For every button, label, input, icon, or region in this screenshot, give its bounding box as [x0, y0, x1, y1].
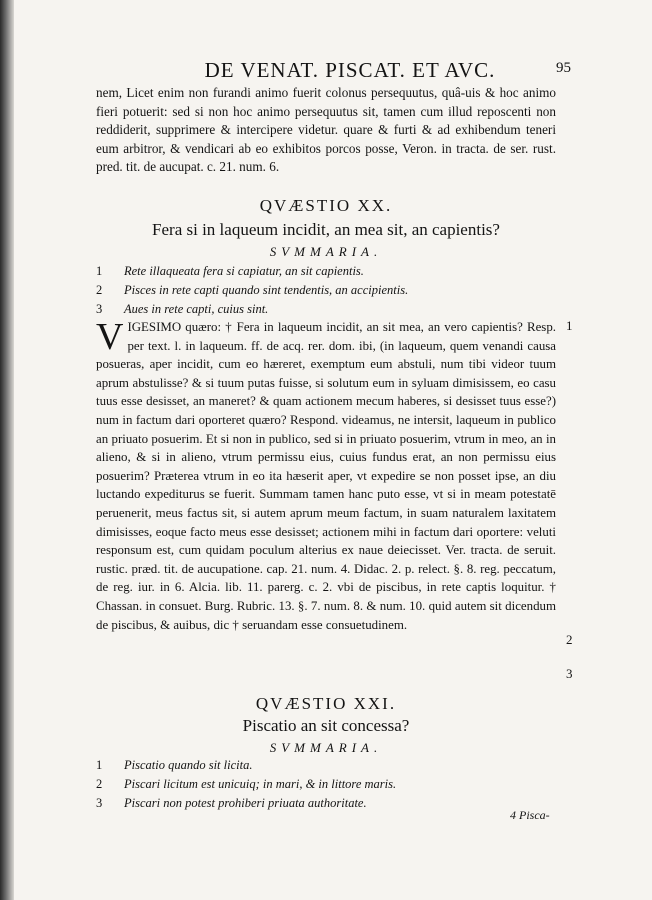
margin-note-3: 3 — [566, 666, 573, 681]
intro-paragraph-text: nem, Licet enim non furandi animo fuerit colonus persequutus, quâ-uis & hoc animo fieri potuerit: sed si non hoc animo persequutus sit, tamen cum illud reposcenti non reddiderit, supprimere & intercipere videtur. quare & furti & ad exhibendum teneri eum arbitror, & vendicari ab eo exhibitos porcos posse, Veron. in tracta. de ser. rust. pred. tit. de aucupat. c. 21. num. 6. — [96, 85, 556, 175]
summaria-number: 3 — [96, 796, 103, 810]
list-item — [96, 281, 516, 300]
question-20-summaria-list — [96, 262, 516, 319]
summaria-text: Aues in rete capti, cuius sint. — [124, 302, 269, 316]
list-item — [96, 756, 516, 775]
summaria-text: Piscari licitum est unicuiq; in mari, & in littore maris. — [124, 777, 397, 791]
drop-capital: V — [96, 316, 124, 358]
list-item — [96, 775, 516, 794]
list-item — [96, 794, 516, 813]
question-21-summaria-list — [96, 756, 516, 813]
question-20-heading: QVÆSTIO XX. — [259, 196, 393, 215]
list-item — [96, 300, 516, 319]
page-gutter-shadow — [0, 0, 14, 900]
page-number: 95 — [556, 60, 571, 76]
summaria-number: 1 — [96, 264, 103, 278]
summaria-text: Piscari non potest prohiberi priuata authoritate. — [124, 796, 367, 810]
running-title: DE VENAT. PISCAT. ET AVC. — [204, 58, 496, 82]
question-20-title: Fera si in laqueum incidit, an mea sit, an capientis? — [152, 220, 500, 239]
summaria-text: Rete illaqueata fera si capiatur, an sit capientis. — [124, 264, 364, 278]
question-21-title: Piscatio an sit concessa? — [242, 716, 410, 735]
summaria-number: 1 — [96, 758, 103, 772]
summaria-text: Piscatio quando sit licita. — [124, 758, 253, 772]
margin-note-2: 2 — [566, 632, 573, 647]
summaria-number: 2 — [96, 777, 103, 791]
list-item — [96, 262, 516, 281]
summaria-text: Pisces in rete capti quando sint tendentis, an accipientis. — [124, 283, 409, 297]
catchword: 4 Pisca- — [510, 808, 550, 822]
question-21-summaria-label: SVMMARIA. — [269, 740, 383, 755]
intro-paragraph — [96, 84, 556, 182]
summaria-number: 2 — [96, 283, 103, 297]
margin-note-1: 1 — [566, 318, 573, 333]
question-20-body — [96, 318, 556, 690]
question-21-heading: QVÆSTIO XXI. — [255, 694, 397, 713]
question-20-body-lead: IGESIMO quæro: † Fera in laqueum incidit, an sit mea, an vero capientis? Resp. per text. l. in laqueum. ff. de acq. rer. dom. ibi, (in laqueum, quem venandi causa posueras, aper incidit, cum eo hæreret, exemptum eum abstuli, num tibi videor tuum aprum abstulisse? & si tuum putas fuisse, si solutum eum in syluam dimisissem, eo casu tuus esse desisset, an maneret? & quam actionem mecum haberes, si desisset tuus esse?) num in factum dari oporteret quæro? Respond. videamus, ne intersit, laqueum in publico an priuato posuerim. Et si non in publico, sed si in priuato posuerim, vtrum in meo, an in alieno, & si in alieno, vtrum permissu eius, cuius fundus erat, an non permissu eius posuerim? Præterea vtrum in eo ita hæserit aper, vt expedire se non posset ipse, an diu luctando expediturus se fuerit. Summam tamen hanc puto esse, vt si in meam potestatē peruenerit, meus factus sit, si autem aprum meum factum, in suam naturalem laxitatem dimisisses, eoque facto meus esse desisset; actionem mihi in factum dari oportere: veluti responsum est, cum quidam poculum alterius ex naue deiecisset. Ver. tracta. de seruit. rustic. præd. tit. de aucupatione. cap. 21. num. 4. Didac. 2. p. relect. §. 8. reg. peccatum, de reg. iur. in 6. Alcia. lib. 11. parerg. c. 2. vbi de piscibus, in rete captis loquitur. † Chassan. in consuet. Burg. Rubric. 13. §. 7. num. 8. & num. 10. quid autem sit dicendum de piscibus, & auibus, dic † seruandam esse consuetudinem. — [96, 320, 556, 632]
question-20-body-text — [96, 318, 556, 634]
question-20-summaria-label: SVMMARIA. — [269, 244, 383, 259]
summaria-number: 3 — [96, 302, 103, 316]
